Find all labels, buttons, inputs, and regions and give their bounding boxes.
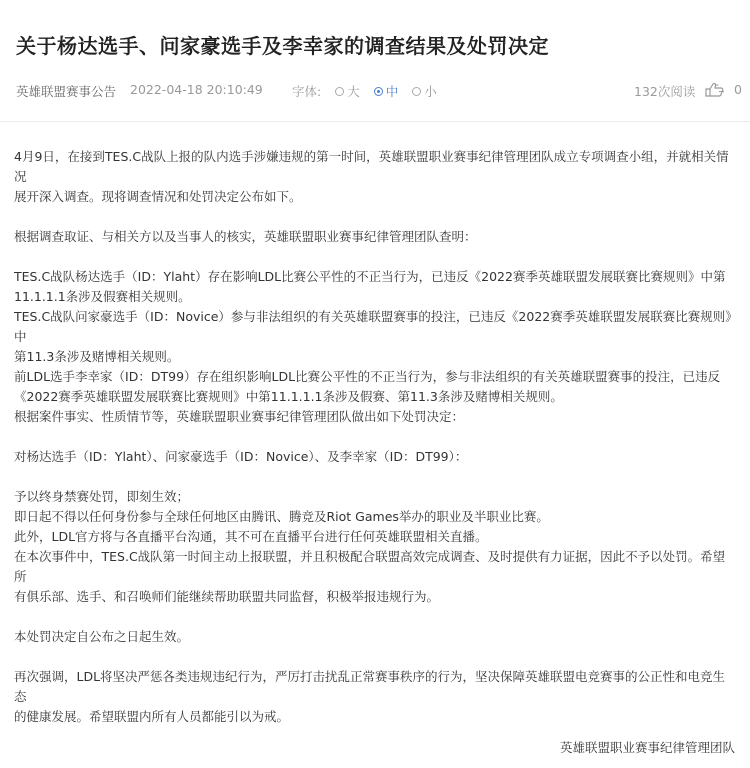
font-size-option-label: 中	[385, 84, 399, 99]
paragraph-line: 有俱乐部、选手、和召唤师们能继续帮助联盟共同监督，积极举报违规行为。	[14, 589, 440, 604]
radio-icon	[335, 87, 344, 96]
paragraph-line: 11.1.1.1条涉及假赛相关规则。	[14, 289, 191, 304]
article-title: 关于杨达选手、问家豪选手及李幸家的调查结果及处罚决定	[16, 34, 549, 58]
radio-icon	[412, 87, 421, 96]
signature: 英雄联盟职业赛事纪律管理团队	[560, 740, 736, 755]
paragraph-line: 即日起不得以任何身份参与全球任何地区由腾讯、腾竞及Riot Games举办的职业及半职业比赛。	[14, 509, 549, 524]
paragraph-line: 对杨达选手（ID：Ylaht）、问家豪选手（ID：Novice）、及李幸家（ID：DT99）：	[14, 449, 468, 464]
divider	[0, 121, 750, 122]
read-count: 132次阅读	[634, 84, 696, 99]
paragraph-line: 4月9日，在接到TES.C战队上报的队内选手涉嫌违规的第一时间，英雄联盟职业赛事纪律管理团队成立专项调查小组，并就相关情况	[14, 149, 729, 184]
thumb-up-icon[interactable]	[704, 82, 726, 101]
paragraph-line: 的健康发展。希望联盟内所有人员都能引以为戒。	[14, 709, 290, 724]
paragraph-line: 根据调查取证、与相关方以及当事人的核实，英雄联盟职业赛事纪律管理团队查明：	[14, 229, 477, 244]
paragraph-line: TES.C战队问家豪选手（ID：Novice）参与非法组织的有关英雄联盟赛事的投注，已违反《2022赛季英雄联盟发展联赛比赛规则》中	[14, 309, 732, 344]
paragraph-line: 此外，LDL官方将与各直播平台沟通，其不可在直播平台进行任何英雄联盟相关直播。	[14, 529, 488, 544]
paragraph-line: 根据案件事实、性质情节等，英雄联盟职业赛事纪律管理团队做出如下处罚决定：	[14, 409, 465, 424]
paragraph-line: 再次强调，LDL将坚决严惩各类违规违纪行为，严厉打击扰乱正常赛事秩序的行为，坚决保障英雄联盟电竞赛事的公正性和电竞生态	[14, 669, 726, 704]
paragraph-line: 予以终身禁赛处罚，即刻生效；	[14, 489, 190, 504]
paragraph-line: 前LDL选手李幸家（ID：DT99）存在组织影响LDL比赛公平性的不正当行为，参与非法组织的有关英雄联盟赛事的投注，已违反	[14, 369, 721, 384]
font-size-label: 字体:	[292, 84, 322, 99]
article-meta	[16, 82, 744, 102]
font-size-option-medium[interactable]	[374, 84, 399, 99]
font-size-option-small[interactable]	[412, 84, 437, 99]
paragraph-line: 第11.3条涉及赌博相关规则。	[14, 349, 180, 364]
paragraph-line: 展开深入调查。现将调查情况和处罚决定公布如下。	[14, 189, 302, 204]
font-size-option-label: 小	[424, 84, 437, 99]
font-size-selector	[292, 82, 437, 100]
paragraph-line: 在本次事件中，TES.C战队第一时间主动上报联盟，并且积极配合联盟高效完成调查、及时提供有力证据，因此不予以处罚。希望所	[14, 549, 726, 584]
paragraph-line: TES.C战队杨达选手（ID：Ylaht）存在影响LDL比赛公平性的不正当行为，已违反《2022赛季英雄联盟发展联赛比赛规则》中第	[14, 269, 726, 284]
article-body	[14, 147, 736, 727]
font-size-option-large[interactable]	[335, 84, 360, 99]
font-size-option-label: 大	[347, 84, 360, 99]
paragraph-line: 《2022赛季英雄联盟发展联赛比赛规则》中第11.1.1.1条涉及假赛、第11.3条涉及赌博相关规则。	[14, 389, 563, 404]
like-count: 0	[734, 82, 742, 97]
article-source[interactable]: 英雄联盟赛事公告	[16, 84, 117, 99]
article-date: 2022-04-18 20:10:49	[130, 82, 263, 97]
radio-selected-icon	[374, 87, 383, 96]
paragraph-line: 本处罚决定自公布之日起生效。	[14, 629, 190, 644]
